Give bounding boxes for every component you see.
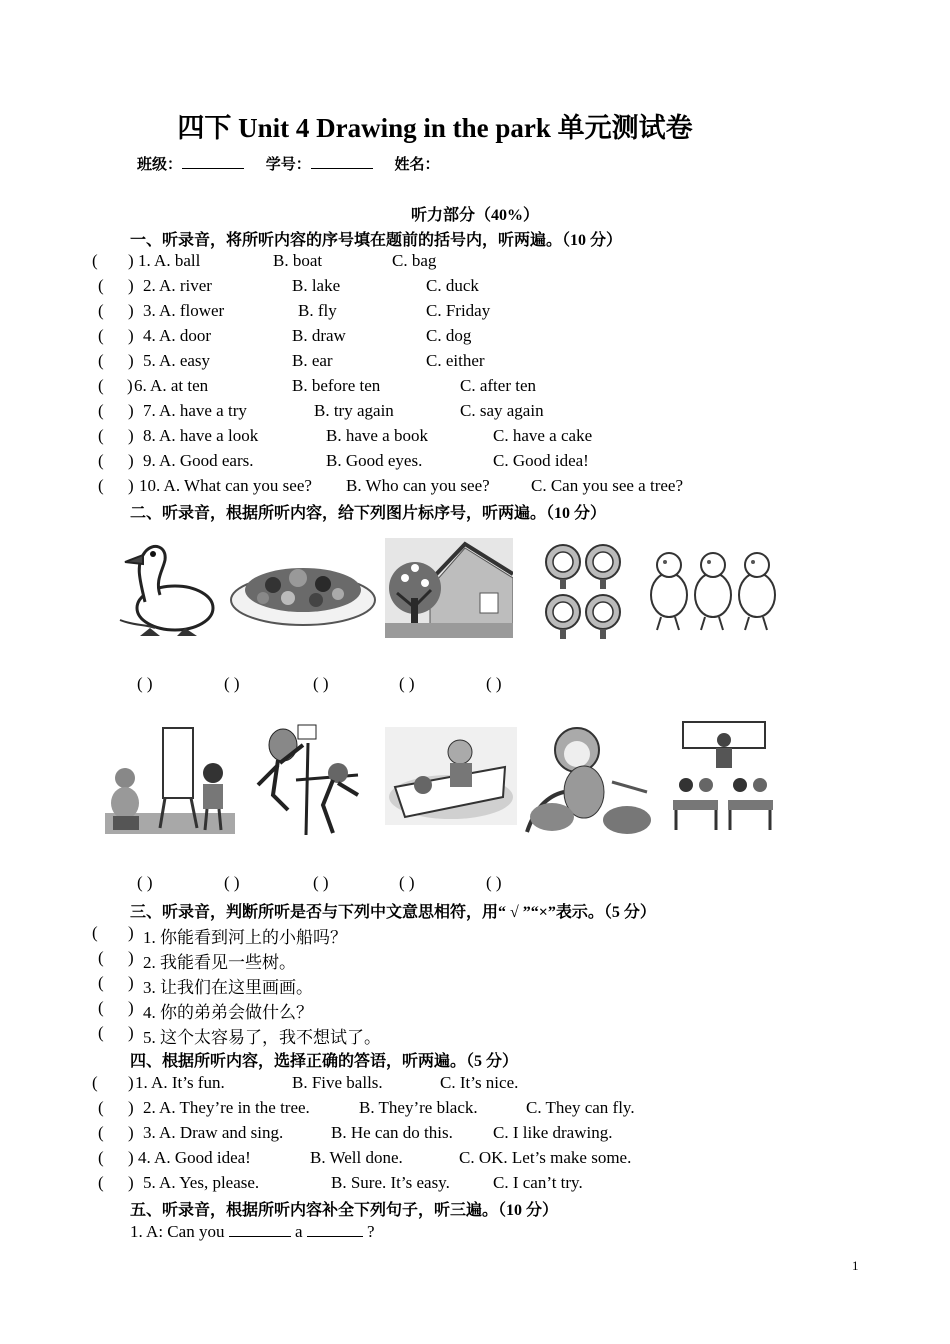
part4-row <box>98 1098 798 1120</box>
statement: 3. 让我们在这里画画。 <box>143 978 313 997</box>
answer-paren-close: ) <box>128 276 134 295</box>
duck-picture <box>115 540 220 640</box>
fill-blank[interactable] <box>229 1222 291 1237</box>
option-b: B. He can do this. <box>331 1123 453 1142</box>
picture-answer-paren[interactable]: ( ) <box>486 674 502 693</box>
answer-paren-close: ) <box>128 251 134 270</box>
option-a: 8. A. have a look <box>143 426 259 445</box>
section-4-heading: 四、根据所听内容，选择正确的答语，听两遍。（5 分） <box>130 1053 519 1070</box>
option-b: B. boat <box>273 251 323 270</box>
part4-row <box>98 1148 798 1170</box>
ducks-picture <box>647 540 779 635</box>
picture-answer-paren[interactable]: ( ) <box>399 674 415 693</box>
statement: 4. 你的弟弟会做什么？ <box>143 1003 313 1022</box>
answer-paren-open: ( <box>98 426 104 445</box>
option-a: 2. A. They’re in the tree. <box>143 1098 310 1117</box>
answer-paren-close: ) <box>128 1123 134 1142</box>
option-c: C. bag <box>392 251 437 270</box>
option-a: 2. A. river <box>143 276 212 295</box>
answer-paren-close: ) <box>128 998 134 1017</box>
fill-blank[interactable] <box>307 1222 363 1237</box>
answer-paren-close: ) <box>128 1148 134 1167</box>
option-b: B. lake <box>292 276 341 295</box>
picture-answer-paren[interactable]: ( ) <box>137 873 153 892</box>
part1-row <box>98 276 798 298</box>
salad-plate-picture <box>228 550 378 628</box>
picture-answer-paren[interactable]: ( ) <box>224 873 240 892</box>
sunflowers-picture <box>543 540 623 642</box>
part5-question-1 <box>130 1222 375 1242</box>
option-a: 1. A. It’s fun. <box>135 1073 225 1092</box>
student-info <box>137 153 440 174</box>
section-5-heading: 五、听录音，根据所听内容补全下列句子，听三遍。（10 分） <box>130 1202 559 1219</box>
option-a: 1. A. ball <box>138 251 201 270</box>
answer-paren-close: ) <box>128 451 134 470</box>
sentence-start: 1. A: Can you <box>130 1222 225 1241</box>
part1-row <box>98 451 798 473</box>
option-b: B. Good eyes. <box>326 451 423 470</box>
answer-paren-close: ) <box>128 301 134 320</box>
option-b: B. Five balls. <box>292 1073 383 1092</box>
part3-row <box>98 998 498 1020</box>
part3-row <box>92 923 492 945</box>
page-number: 1 <box>852 1258 859 1273</box>
answer-paren-open: ( <box>92 923 98 942</box>
answer-paren-open: ( <box>98 376 104 395</box>
sentence-middle: a <box>294 1222 303 1241</box>
class-label: 班级： <box>137 157 183 173</box>
answer-paren-open: ( <box>98 973 104 992</box>
number-blank[interactable] <box>311 154 373 169</box>
option-c: C. Friday <box>426 301 491 320</box>
option-b: B. draw <box>292 326 346 345</box>
answer-paren-open: ( <box>98 351 104 370</box>
option-b: B. ear <box>292 351 333 370</box>
part1-row <box>98 401 798 423</box>
part3-row <box>98 948 498 970</box>
option-a: 4. A. door <box>143 326 211 345</box>
part1-row <box>92 251 792 273</box>
option-c: C. It’s nice. <box>440 1073 519 1092</box>
class-blank[interactable] <box>182 154 244 169</box>
answer-paren-open: ( <box>98 1123 104 1142</box>
answer-paren-open: ( <box>92 1073 98 1092</box>
statement: 5. 这个太容易了，我不想试了。 <box>143 1028 381 1047</box>
picture-answer-paren[interactable]: ( ) <box>486 873 502 892</box>
answer-paren-close: ) <box>128 973 134 992</box>
answer-paren-open: ( <box>98 948 104 967</box>
answer-paren-open: ( <box>98 451 104 470</box>
option-c: C. after ten <box>460 376 536 395</box>
option-b: B. They’re black. <box>359 1098 478 1117</box>
answer-paren-close: ) <box>128 1023 134 1042</box>
part4-row <box>98 1123 798 1145</box>
statement: 2. 我能看见一些树。 <box>143 953 296 972</box>
part1-row <box>98 376 798 398</box>
basketball-jump-picture <box>248 715 378 835</box>
option-a: 9. A. Good ears. <box>143 451 254 470</box>
option-c: C. I like drawing. <box>493 1123 613 1142</box>
option-a: 3. A. Draw and sing. <box>143 1123 284 1142</box>
answer-paren-open: ( <box>98 1148 104 1167</box>
option-a: 7. A. have a try <box>143 401 247 420</box>
option-c: C. either <box>426 351 485 370</box>
section-3-heading: 三、听录音，判断所听是否与下列中文意思相符，用“ √ ”“×”表示。（5 分） <box>130 904 656 921</box>
section-1-heading: 一、听录音，将所听内容的序号填在题前的括号内，听两遍。（10 分） <box>130 232 623 249</box>
option-c: C. have a cake <box>493 426 593 445</box>
option-c: C. dog <box>426 326 472 345</box>
answer-paren-open: ( <box>98 1023 104 1042</box>
option-b: B. Who can you see? <box>346 476 490 495</box>
answer-paren-close: ) <box>128 1173 134 1192</box>
answer-paren-open: ( <box>98 1173 104 1192</box>
listening-subtitle: 听力部分（40%） <box>410 207 539 224</box>
statement: 1. 你能看到河上的小船吗？ <box>143 928 347 947</box>
option-b: B. fly <box>298 301 337 320</box>
option-c: C. Good idea! <box>493 451 589 470</box>
answer-paren-open: ( <box>98 476 104 495</box>
option-a: 6. A. at ten <box>134 376 209 395</box>
picture-answer-paren[interactable]: ( ) <box>137 674 153 693</box>
option-a: 10. A. What can you see? <box>139 476 312 495</box>
page-title: 四下 Unit 4 Drawing in the park 单元测试卷 <box>177 113 693 143</box>
answer-paren-close: ) <box>128 326 134 345</box>
part1-row <box>98 326 798 348</box>
option-c: C. say again <box>460 401 544 420</box>
tree-house-picture <box>385 538 513 638</box>
answer-paren-open: ( <box>98 301 104 320</box>
number-label: 学号： <box>265 157 311 173</box>
answer-paren-close: ) <box>128 1073 134 1092</box>
option-a: 4. A. Good idea! <box>138 1148 251 1167</box>
section-2-heading: 二、听录音，根据所听内容，给下列图片标序号，听两遍。（10 分） <box>130 505 607 522</box>
picture-answer-paren[interactable]: ( ) <box>399 873 415 892</box>
part4-row <box>92 1073 792 1095</box>
part1-row <box>98 351 798 373</box>
option-b: B. Sure. It’s easy. <box>331 1173 450 1192</box>
answer-paren-close: ) <box>128 923 134 942</box>
answer-paren-close: ) <box>128 476 134 495</box>
name-label: 姓名： <box>394 157 440 173</box>
part3-row <box>98 973 498 995</box>
picture-answer-paren[interactable]: ( ) <box>313 873 329 892</box>
option-b: B. have a book <box>326 426 428 445</box>
part1-row <box>98 476 818 498</box>
monkey-picture <box>522 722 654 834</box>
part3-row <box>98 1023 498 1045</box>
drawing-girl-picture <box>105 718 235 834</box>
option-b: B. try again <box>314 401 394 420</box>
part1-row <box>98 426 798 448</box>
answer-paren-close: ) <box>127 376 133 395</box>
answer-paren-open: ( <box>98 326 104 345</box>
answer-paren-close: ) <box>128 1098 134 1117</box>
option-b: B. Well done. <box>310 1148 403 1167</box>
option-c: C. I can’t try. <box>493 1173 583 1192</box>
answer-paren-close: ) <box>128 401 134 420</box>
answer-paren-close: ) <box>128 948 134 967</box>
option-b: B. before ten <box>292 376 381 395</box>
option-a: 5. A. easy <box>143 351 211 370</box>
option-c: C. OK. Let’s make some. <box>459 1148 632 1167</box>
answer-paren-open: ( <box>98 276 104 295</box>
answer-paren-close: ) <box>128 426 134 445</box>
option-c: C. They can fly. <box>526 1098 635 1117</box>
answer-paren-close: ) <box>128 351 134 370</box>
part1-row <box>98 301 798 323</box>
boat-boy-picture <box>385 727 517 825</box>
picture-answer-paren[interactable]: ( ) <box>313 674 329 693</box>
classroom-picture <box>668 720 780 832</box>
part4-row <box>98 1173 798 1195</box>
option-c: C. duck <box>426 276 479 295</box>
answer-paren-open: ( <box>98 401 104 420</box>
answer-paren-open: ( <box>92 251 98 270</box>
sentence-end: ? <box>367 1222 375 1241</box>
option-a: 5. A. Yes, please. <box>143 1173 260 1192</box>
answer-paren-open: ( <box>98 1098 104 1117</box>
picture-answer-paren[interactable]: ( ) <box>224 674 240 693</box>
option-a: 3. A. flower <box>143 301 225 320</box>
option-c: C. Can you see a tree? <box>531 476 683 495</box>
answer-paren-open: ( <box>98 998 104 1017</box>
